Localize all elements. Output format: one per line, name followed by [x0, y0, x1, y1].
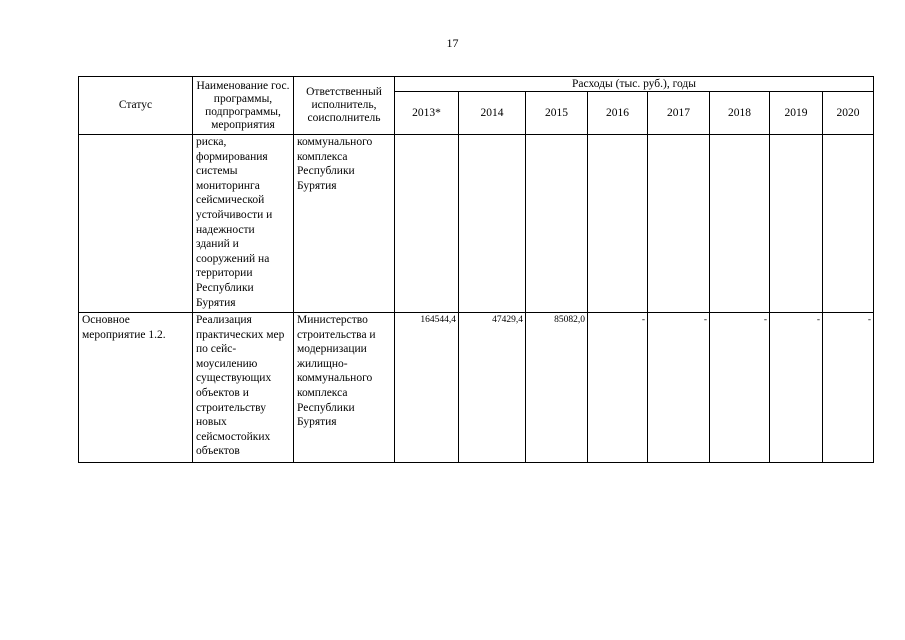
header-executor: Ответственный исполнитель, соисполнитель: [294, 77, 395, 135]
header-year: 2018: [710, 92, 770, 135]
table-row: [79, 135, 874, 313]
cell-program-name: риска, формирования системы мониторинга сейсмической устойчивости и надежности зданий и сооружений на территории Республики Бурятия: [193, 135, 294, 313]
cell-status: [79, 135, 193, 313]
cell-value: [710, 135, 770, 313]
header-status: Статус: [79, 77, 193, 135]
cell-executor: коммунального комплекса Республики Бурятия: [294, 135, 395, 313]
header-year: 2014: [459, 92, 526, 135]
cell-value: -: [770, 313, 823, 463]
header-year: 2016: [588, 92, 648, 135]
cell-value: 47429,4: [459, 313, 526, 463]
cell-program-name: Реализация практических мер по сейс-моусилению существующих объектов и строительству новых сейсмостойких объектов: [193, 313, 294, 463]
header-year: 2013*: [395, 92, 459, 135]
cell-value: [770, 135, 823, 313]
cell-value: 85082,0: [526, 313, 588, 463]
header-year: 2017: [648, 92, 710, 135]
header-program-name: Наименование гос. программы, подпрограммы, мероприятия: [193, 77, 294, 135]
cell-value: -: [648, 313, 710, 463]
cell-value: -: [588, 313, 648, 463]
expenses-table: [78, 76, 874, 463]
table-row: [79, 313, 874, 463]
cell-value: [588, 135, 648, 313]
cell-value: -: [710, 313, 770, 463]
cell-value: 164544,4: [395, 313, 459, 463]
cell-value: [395, 135, 459, 313]
cell-value: [459, 135, 526, 313]
header-year: 2020: [823, 92, 874, 135]
cell-value: [526, 135, 588, 313]
cell-value: [823, 135, 874, 313]
page-number: 17: [446, 36, 459, 50]
header-year: 2019: [770, 92, 823, 135]
cell-executor: Министерство строительства и модернизации жилищно-коммунального комплекса Республики Бурятия: [294, 313, 395, 463]
header-row-top: [79, 77, 874, 92]
cell-value: [648, 135, 710, 313]
header-year: 2015: [526, 92, 588, 135]
cell-value: -: [823, 313, 874, 463]
cell-status: Основное мероприятие 1.2.: [79, 313, 193, 463]
header-expenses: Расходы (тыс. руб.), годы: [395, 77, 874, 92]
